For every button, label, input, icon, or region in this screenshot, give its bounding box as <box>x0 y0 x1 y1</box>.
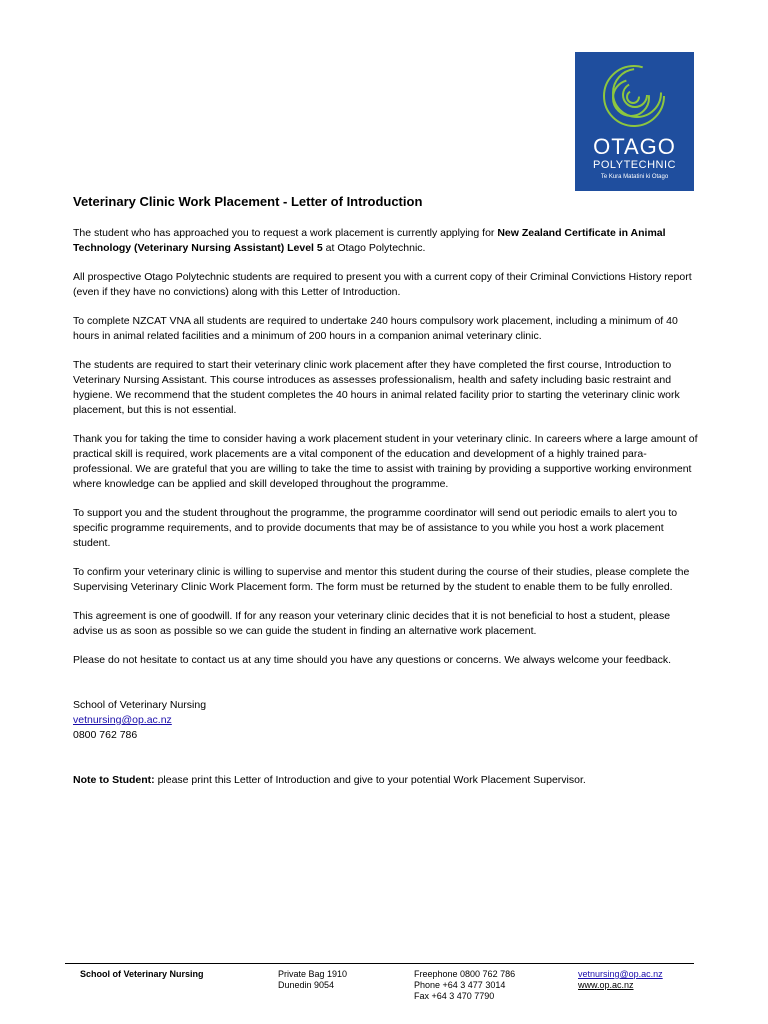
signature-phone: 0800 762 786 <box>73 729 138 741</box>
footer-divider <box>65 963 694 964</box>
signature-org: School of Veterinary Nursing <box>73 699 207 711</box>
logo-tagline: Te Kura Matatini ki Otago <box>600 174 669 180</box>
letter-title: Veterinary Clinic Work Placement - Letter of Introduction <box>73 194 423 209</box>
letter-body <box>73 194 699 788</box>
paragraph-1-end: at Otago Polytechnic. <box>322 242 426 254</box>
note-to-student <box>73 773 699 788</box>
paragraph-2: All prospective Otago Polytechnic students are required to present you with a current copy of their Criminal Convictions History report (even if they have no convictions) along with this Letter of Introduction. <box>73 271 692 298</box>
otago-polytechnic-logo <box>575 52 694 191</box>
paragraph-9: Please do not hesitate to contact us at any time should you have any questions or concerns. We always welcome your feedback. <box>73 654 672 666</box>
logo-sub: POLYTECHNIC <box>593 159 676 171</box>
paragraph-6: To support you and the student throughout the programme, the programme coordinator will send out periodic emails to alert you to specific programme requirements, and to provide documents that may be of assistance to you while you host a work placement student. <box>73 507 678 549</box>
paragraph-8: This agreement is one of goodwill. If for any reason your veterinary clinic decides that it is not beneficial to host a student, please advise us as soon as possible so we can guide the student in finding an alternative work placement. <box>73 610 671 637</box>
signature-block <box>73 698 699 743</box>
paragraph-4: The students are required to start their veterinary clinic work placement after they have completed the first course, Introduction to Veterinary Nursing Assistant. This course introduces as assesses professionalism, health and safety including basic restraint and hygiene. We recommend that the student completes the 40 hours in animal related facility prior to starting the veterinary clinic work placement, but this is not essential. <box>73 359 680 416</box>
paragraph-7: To confirm your veterinary clinic is willing to supervise and mentor this student during the course of their studies, please complete the Supervising Veterinary Clinic Work Placement form. The form must be returned by the student to enable them to be fully enrolled. <box>73 566 690 593</box>
paragraph-5: Thank you for taking the time to consider having a work placement student in your veterinary clinic. In careers where a large amount of practical skill is required, work placements are a vital component of the education and development of a highly trained para-professional. We are grateful that you are willing to take the time to assist with training by providing a supportive working environment where knowledge can be applied and skill developed throughout the programme. <box>73 433 698 490</box>
footer-phone: Phone +64 3 477 3014 <box>414 980 506 990</box>
footer-email-link[interactable]: vetnursing@op.ac.nz <box>578 969 663 979</box>
paragraph-1 <box>73 226 699 256</box>
paragraph-3: To complete NZCAT VNA all students are required to undertake 240 hours compulsory work placement, including a minimum of 40 hours in animal related facilities and a minimum of 200 hours in a companion animal veterinary clinic. <box>73 315 678 342</box>
footer-address-line1: Private Bag 1910 <box>278 969 348 979</box>
logo-name: OTAGO <box>593 134 676 159</box>
footer-address-line2: Dunedin 9054 <box>278 980 335 990</box>
note-text: please print this Letter of Introduction and give to your potential Work Placement Supervisor. <box>154 774 586 786</box>
footer-website-link[interactable]: www.op.ac.nz <box>578 980 634 990</box>
footer-org: School of Veterinary Nursing <box>80 969 204 979</box>
note-label: Note to Student: <box>73 774 155 786</box>
footer-freephone: Freephone 0800 762 786 <box>414 969 516 979</box>
certificate-name: New Zealand Certificate in Animal Technology (Veterinary Nursing Assistant) Level 5 <box>73 227 666 254</box>
signature-email-link[interactable]: vetnursing@op.ac.nz <box>73 714 172 726</box>
paragraph-1-intro: The student who has approached you to request a work placement is currently applying for <box>73 227 498 239</box>
footer-fax: Fax +64 3 470 7790 <box>414 991 495 1001</box>
